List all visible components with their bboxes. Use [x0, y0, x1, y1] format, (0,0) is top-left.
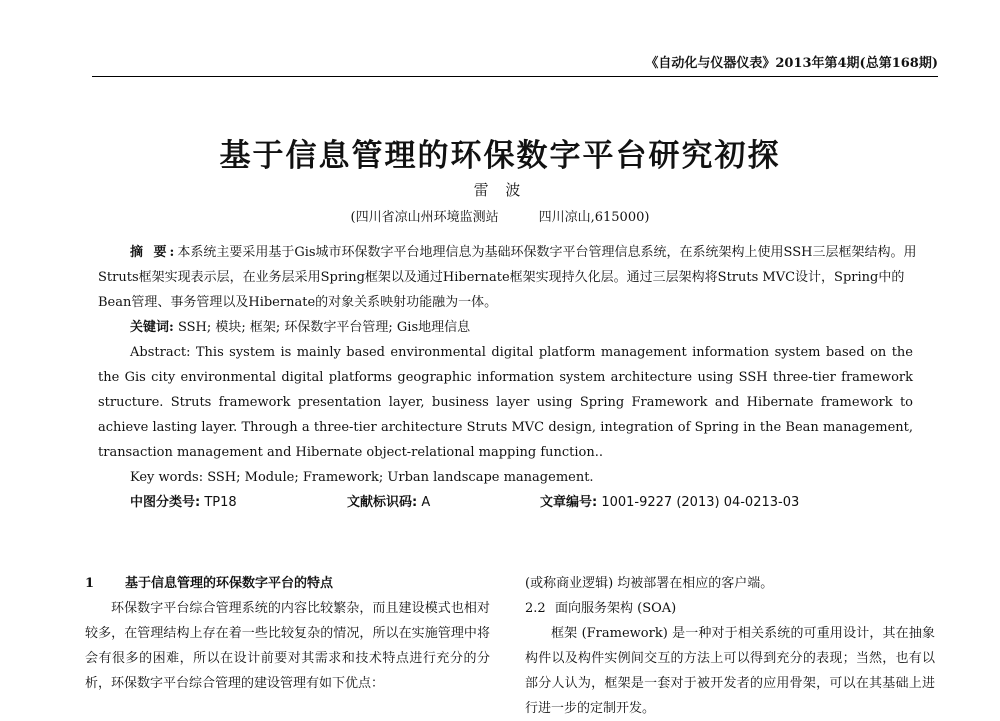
article-number	[540, 490, 799, 515]
running-head: 《自动化与仪器仪表》2013年第4期(总第168期)	[645, 56, 938, 71]
keywords-cn-text: SSH; 模块; 框架; 环保数字平台管理; Gis地理信息	[177, 320, 471, 335]
affiliation-address: 四川凉山,615000)	[538, 210, 650, 225]
article-title: 基于信息管理的环保数字平台研究初探	[219, 138, 781, 174]
keywords-en: Key words: SSH; Module; Framework; Urban landscape management.	[130, 470, 594, 485]
keywords-cn-label: 关键词:	[130, 320, 174, 335]
affiliation-org: (四川省凉山州环境监测站	[350, 210, 499, 225]
header-rule	[92, 76, 938, 77]
doc-code-value: A	[421, 495, 431, 510]
document-code	[347, 490, 430, 515]
abstract-cn	[98, 240, 928, 315]
clc-label: 中图分类号:	[130, 495, 201, 510]
section-1-number: 1	[85, 576, 95, 591]
subsection-number: 2.2	[525, 601, 546, 616]
subsection-2-2-body: 框架 (Framework) 是一种对于相关系统的可重用设计，其在抽象构件以及构件实例间交互的方法上可以得到充分的表现；当然，也有以部分人认为，框架是一套对于被开发者的应用骨架，可以在其基础上进行进一步的定制开发。	[525, 626, 935, 716]
section-1-title: 基于信息管理的环保数字平台的特点	[125, 576, 334, 591]
subsection-title: 面向服务架构 (SOA)	[555, 601, 677, 616]
section-1-heading	[85, 571, 333, 596]
abstract-cn-text: 本系统主要采用基于Gis城市环保数字平台地理信息为基础环保数字平台管理信息系统，在系统架构上使用SSH三层框架结构。用Struts框架实现表示层，在业务层采用Spring框架以及通过Hibernate框架实现持久化层。通过三层架构将Struts MVC设计，Spring中的Bean管理、事务管理以及Hibernate的对象关系映射功能融为一体。	[98, 245, 917, 310]
article-no-label: 文章编号:	[540, 495, 598, 510]
article-no-value: 1001-9227 (2013) 04-0213-03	[601, 495, 800, 510]
subsection-2-2-heading	[525, 596, 676, 621]
clc-number	[130, 490, 237, 515]
abstract-en: Abstract: This system is mainly based environmental digital platform management information system based on the the Gis city environmental digital platforms geographic information system architecture using SSH three-tier framework structure. Struts framework presentation layer, business layer using Spring Framework and Hibernate framework to achieve lasting layer. Through a three-tier architecture Struts MVC design, integration of Spring in the Bean management, transaction management and Hibernate object-relational mapping function..	[98, 345, 913, 460]
section-1-body: 环保数字平台综合管理系统的内容比较繁杂，而且建设模式也相对较多，在管理结构上存在着一些比较复杂的情况，所以在实施管理中将会有很多的困难，所以在设计前要对其需求和技术特点进行充分的分析，环保数字平台综合管理的建设管理有如下优点：	[85, 601, 490, 691]
clc-value: TP18	[204, 495, 237, 510]
doc-code-label: 文献标识码:	[347, 495, 418, 510]
author-name: 雷 波	[473, 181, 527, 199]
abstract-cn-label: 摘 要:	[130, 245, 178, 260]
author-affiliation	[0, 206, 1000, 225]
keywords-cn	[130, 315, 470, 340]
right-column-continuation: (或称商业逻辑) 均被部署在相应的客户端。	[525, 576, 774, 591]
